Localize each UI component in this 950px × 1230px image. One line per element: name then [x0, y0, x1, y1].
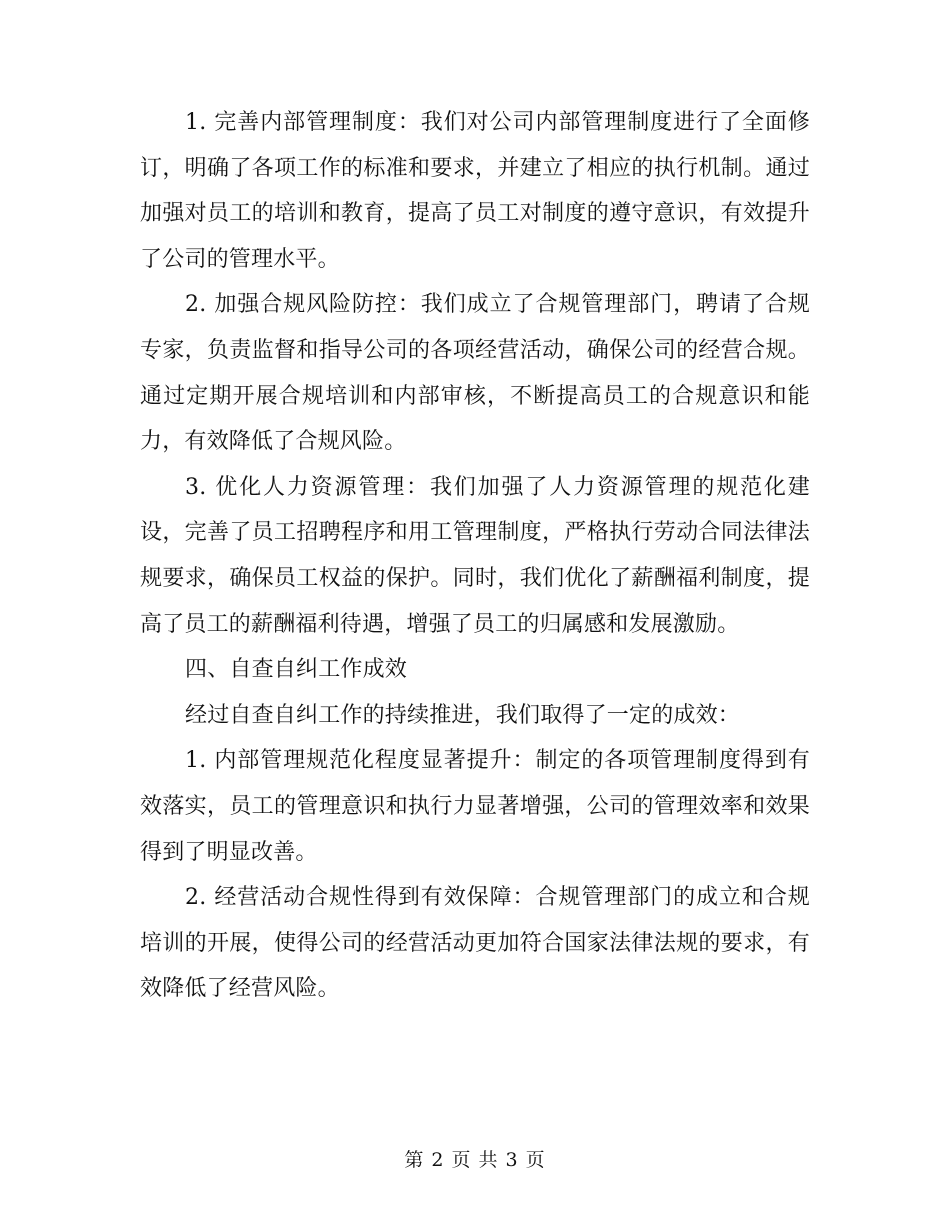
paragraph-result-item-1: 1. 内部管理规范化程度显著提升：制定的各项管理制度得到有效落实，员工的管理意识和执行力显著增强，公司的管理效率和效果得到了明显改善。 [140, 748, 810, 865]
paragraph-hr-item-1: 1. 完善内部管理制度：我们对公司内部管理制度进行了全面修订，明确了各项工作的标准和要求，并建立了相应的执行机制。通过加强对员工的培训和教育，提高了员工对制度的遵守意识，有效提升了公司的管理水平。 [140, 110, 810, 272]
section-intro: 经过自查自纠工作的持续推进，我们取得了一定的成效： [185, 702, 741, 728]
paragraph-hr-item-2: 2. 加强合规风险防控：我们成立了合规管理部门，聘请了合规专家，负责监督和指导公司的各项经营活动，确保公司的经营合规。通过定期开展合规培训和内部审核，不断提高员工的合规意识和能力，有效降低了合规风险。 [140, 292, 810, 455]
page-number-footer: 第 2 页 共 3 页 [404, 1149, 546, 1171]
section-heading: 四、自查自纠工作成效 [185, 657, 408, 683]
document-body [140, 100, 810, 1012]
paragraph-hr-item-3: 3. 优化人力资源管理：我们加强了人力资源管理的规范化建设，完善了员工招聘程序和用工管理制度，严格执行劳动合同法律法规要求，确保员工权益的保护。同时，我们优化了薪酬福利制度，提高了员工的薪酬福利待遇，增强了员工的归属感和发展激励。 [140, 474, 810, 637]
paragraph-result-item-2: 2. 经营活动合规性得到有效保障：合规管理部门的成立和合规培训的开展，使得公司的经营活动更加符合国家法律法规的要求，有效降低了经营风险。 [140, 885, 810, 1002]
